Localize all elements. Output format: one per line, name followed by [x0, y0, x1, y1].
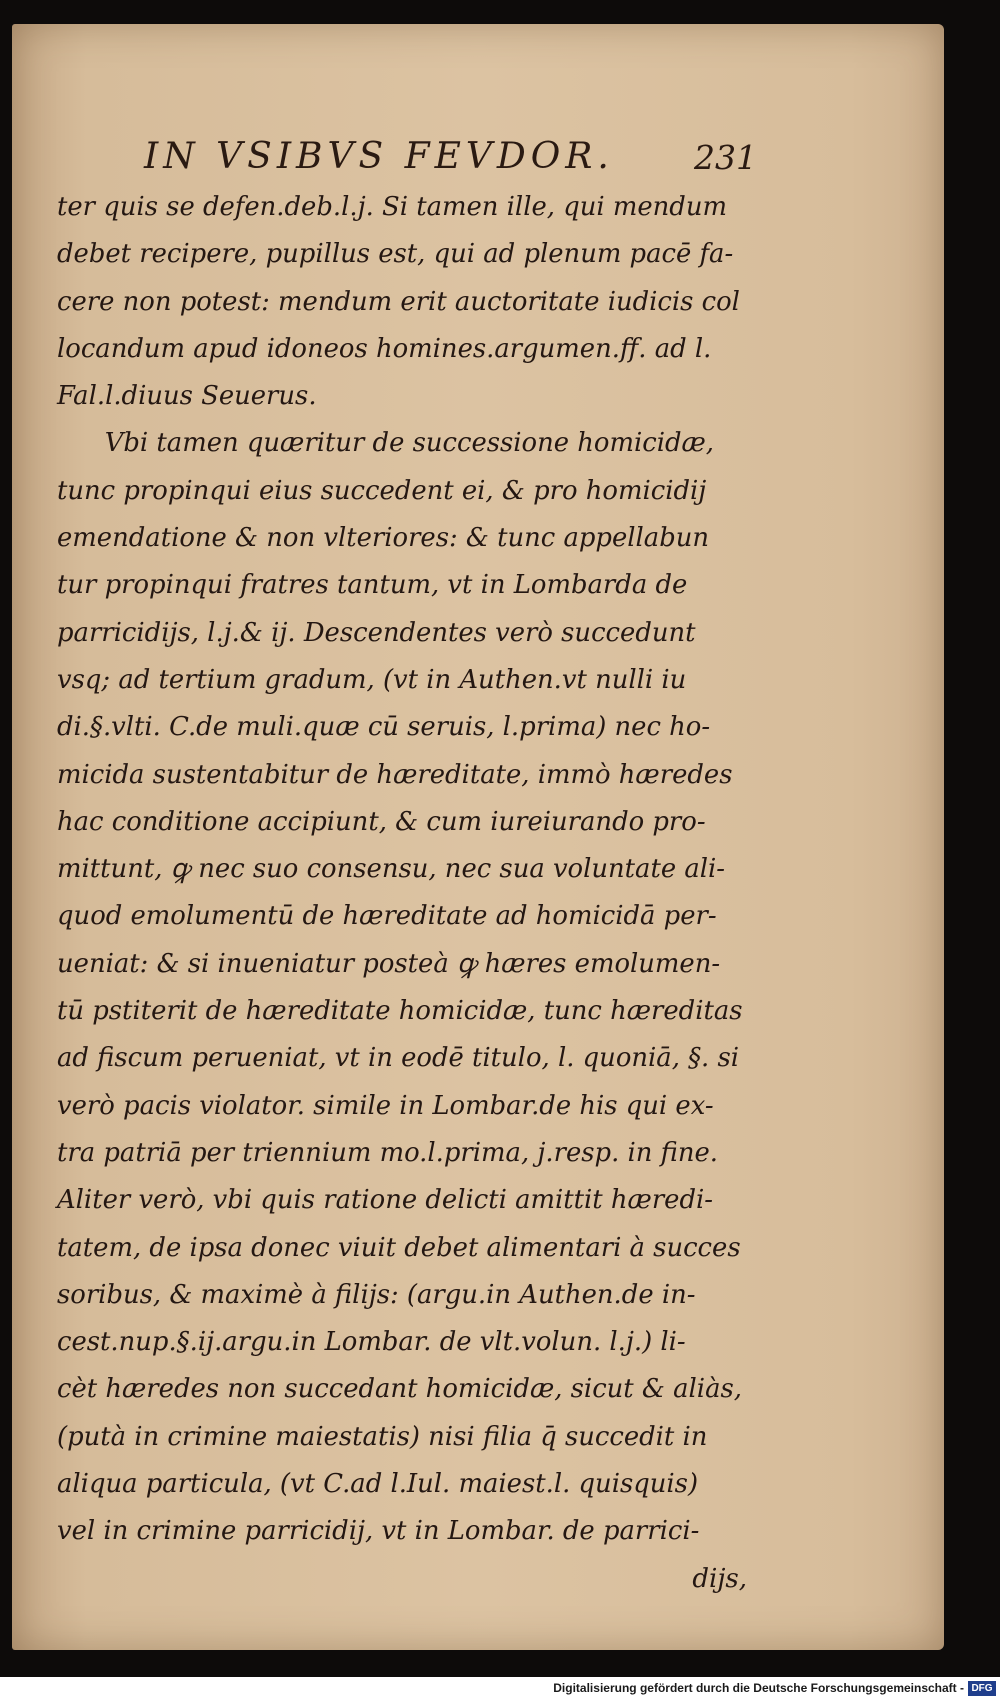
text-line: parricidijs, l.j.& ij. Descendentes verò succedunt — [57, 617, 696, 648]
text-line: di.§.vlti. C.de muli.quæ cū seruis, l.prima) nec ho- — [57, 712, 711, 743]
book-page — [12, 24, 944, 1650]
text-line: verò pacis violator. simile in Lombar.de his qui ex- — [57, 1090, 714, 1121]
text-line: Fal.l.diuus Seuerus. — [57, 381, 317, 412]
text-line: cere non potest: mendum erit auctoritate iudicis col — [57, 286, 740, 317]
text-line: tatem, de ipsa donec viuit debet alimentari à succes — [57, 1232, 741, 1263]
text-line: mittunt, ꝙ nec suo consensu, nec sua voluntate ali- — [57, 854, 726, 885]
text-line: debet recipere, pupillus est, qui ad plenum pacē fa- — [57, 239, 734, 270]
text-line: emendatione & non vlteriores: & tunc appellabun — [57, 523, 710, 554]
text-line: ter quis se defen.deb.l.j. Si tamen ille, qui mendum — [57, 192, 728, 222]
text-line: tra patriā per triennium mo.l.prima, j.resp. in fine. — [57, 1137, 719, 1168]
text-line: ueniat: & si inueniatur posteà ꝙ hæres emolumen- — [57, 948, 721, 979]
text-line: locandum apud idoneos homines.argumen.ff. ad l. — [57, 333, 712, 364]
text-line: tunc propinqui eius succedent ei, & pro homicidij — [57, 475, 707, 506]
dfg-logo-icon: DFG — [968, 1681, 996, 1696]
text-line: quod emolumentū de hæreditate ad homicidā per- — [57, 901, 717, 932]
text-line: cèt hæredes non succedant homicidæ, sicut & aliàs, — [57, 1374, 742, 1405]
page-number: 231 — [694, 138, 757, 177]
running-head: IN VSIBVS FEVDOR. — [144, 136, 614, 177]
text-line: hac conditione accipiunt, & cum iureiurando pro- — [57, 806, 706, 837]
text-line: soribus, & maximè à filijs: (argu.in Authen.de in- — [57, 1279, 696, 1310]
text-line: vsq; ad tertium gradum, (vt in Authen.vt nulli iu — [57, 664, 687, 695]
text-line: tū pstiterit de hæreditate homicidæ, tunc hæreditas — [57, 996, 743, 1027]
text-line: ad fiscum perueniat, vt in eodē titulo, l. quoniā, §. si — [57, 1043, 740, 1074]
text-line: tur propinqui fratres tantum, vt in Lombarda de — [57, 570, 688, 601]
text-line: cest.nup.§.ij.argu.in Lombar. de vlt.volun. l.j.) li- — [57, 1327, 686, 1358]
text-line: Vbi tamen quæritur de successione homicidæ, — [104, 428, 715, 459]
catchword: dijs, — [692, 1563, 747, 1594]
text-line: (putà in crimine maiestatis) nisi filia q̄ succedit in — [57, 1421, 708, 1452]
text-line: micida sustentabitur de hæreditate, immò hæredes — [57, 759, 733, 790]
body-text — [57, 184, 757, 1603]
text-line: aliqua particula, (vt C.ad l.Iul. maiest.l. quisquis) — [57, 1469, 699, 1500]
funding-credit: Digitalisierung gefördert durch die Deutsche Forschungsgemeinschaft - — [553, 1681, 964, 1695]
text-line: vel in crimine parricidij, vt in Lombar. de parrici- — [57, 1516, 700, 1547]
text-line: Aliter verò, vbi quis ratione delicti amittit hæredi- — [57, 1185, 714, 1216]
footer-bar — [0, 1677, 1000, 1701]
